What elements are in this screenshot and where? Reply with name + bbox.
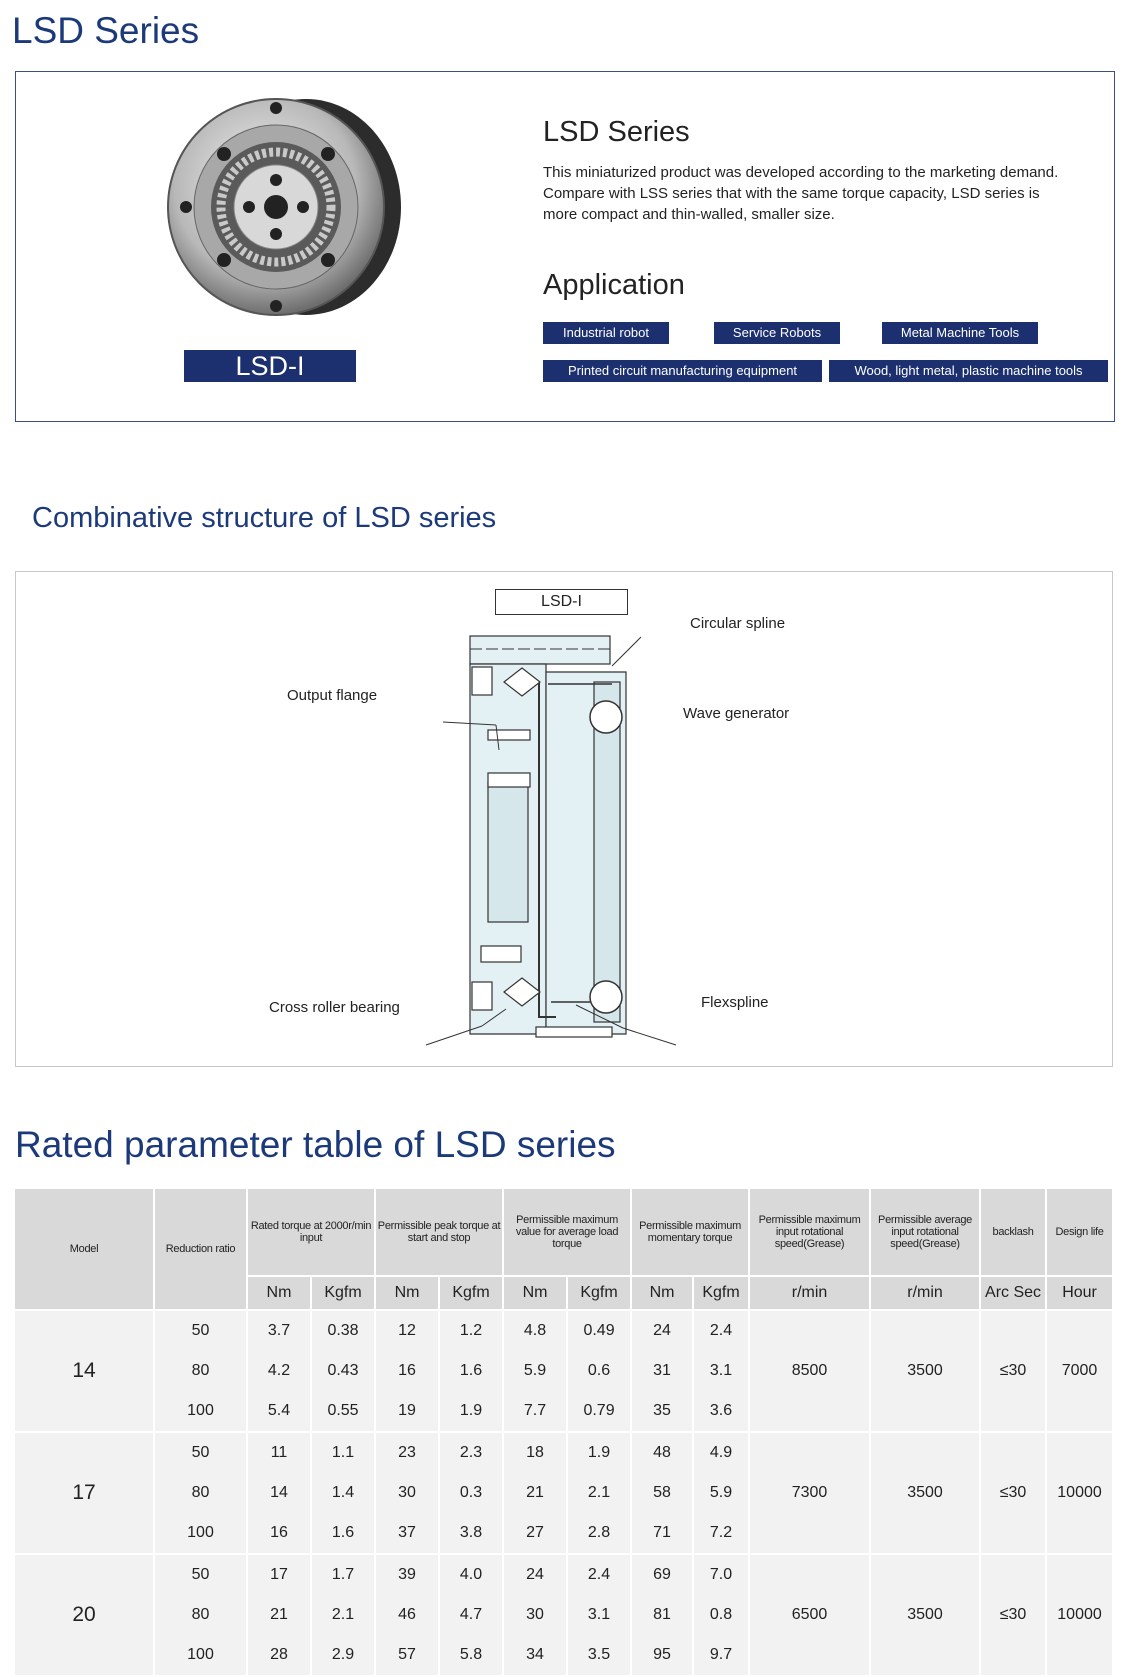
table-cell: 0.38	[311, 1310, 375, 1351]
table-cell: 7.7	[503, 1391, 567, 1432]
table-cell: 5.4	[247, 1391, 311, 1432]
table-cell: 46	[375, 1595, 439, 1635]
table-cell: 8500	[749, 1310, 870, 1432]
header-design-life: Design life	[1046, 1189, 1113, 1276]
table-cell: 20	[15, 1554, 154, 1676]
table-cell: 7300	[749, 1432, 870, 1554]
table-cell: 5.9	[503, 1351, 567, 1391]
label-circular-spline: Circular spline	[690, 615, 786, 632]
model-badge: LSD-I	[184, 350, 356, 382]
table-cell: 28	[247, 1635, 311, 1676]
unit-cell: Kgfm	[311, 1276, 375, 1310]
header-backlash: backlash	[980, 1189, 1046, 1276]
table-row	[15, 1310, 1113, 1351]
table-cell: 4.9	[693, 1432, 749, 1473]
table-cell: 3.5	[567, 1635, 631, 1676]
table-cell: 48	[631, 1432, 693, 1473]
table-cell: 7.2	[693, 1513, 749, 1554]
header-avg-load-torque: Permissible maximum value for average load torque	[503, 1189, 631, 1276]
table-cell: 2.4	[567, 1554, 631, 1595]
product-panel	[15, 71, 1115, 422]
table-cell: 1.7	[311, 1554, 375, 1595]
table-cell: 10000	[1046, 1432, 1113, 1554]
application-tag: Printed circuit manufacturing equipment	[543, 360, 822, 382]
table-cell: 10000	[1046, 1554, 1113, 1676]
table-cell: 14	[15, 1310, 154, 1432]
table-cell: 21	[247, 1595, 311, 1635]
table-cell: 6500	[749, 1554, 870, 1676]
label-flexspline: Flexspline	[701, 994, 769, 1011]
table-cell: 0.79	[567, 1391, 631, 1432]
table-cell: 4.7	[439, 1595, 503, 1635]
table-cell: 71	[631, 1513, 693, 1554]
table-cell: 16	[247, 1513, 311, 1554]
header-ratio: Reduction ratio	[154, 1189, 247, 1310]
table-cell: 7000	[1046, 1310, 1113, 1432]
unit-cell: Hour	[1046, 1276, 1113, 1310]
table-cell: 11	[247, 1432, 311, 1473]
table-row	[15, 1554, 1113, 1595]
table-cell: 27	[503, 1513, 567, 1554]
unit-cell: Kgfm	[567, 1276, 631, 1310]
product-title: LSD Series	[543, 116, 690, 148]
table-cell: 80	[154, 1351, 247, 1391]
application-tag: Metal Machine Tools	[882, 322, 1038, 344]
table-cell: 30	[375, 1473, 439, 1513]
table-cell: 1.4	[311, 1473, 375, 1513]
table-cell: 95	[631, 1635, 693, 1676]
table-cell: 24	[631, 1310, 693, 1351]
label-cross-roller-bearing: Cross roller bearing	[269, 999, 400, 1016]
table-cell: 35	[631, 1391, 693, 1432]
table-cell: 4.2	[247, 1351, 311, 1391]
structure-diagram	[16, 572, 1112, 1066]
table-cell: 4.0	[439, 1554, 503, 1595]
table-cell: 50	[154, 1432, 247, 1473]
table-cell: 3500	[870, 1432, 980, 1554]
table-cell: 3.6	[693, 1391, 749, 1432]
table-cell: 3500	[870, 1310, 980, 1432]
table-cell: 12	[375, 1310, 439, 1351]
structure-diagram-panel	[15, 571, 1113, 1067]
table-cell: 80	[154, 1595, 247, 1635]
unit-cell: r/min	[870, 1276, 980, 1310]
table-cell: 1.9	[567, 1432, 631, 1473]
unit-cell: r/min	[749, 1276, 870, 1310]
table-cell: 31	[631, 1351, 693, 1391]
table-cell: 1.2	[439, 1310, 503, 1351]
table-cell: 24	[503, 1554, 567, 1595]
table-cell: 7.0	[693, 1554, 749, 1595]
table-cell: 1.6	[311, 1513, 375, 1554]
table-cell: 0.8	[693, 1595, 749, 1635]
table-cell: 69	[631, 1554, 693, 1595]
product-description: This miniaturized product was developed according to the marketing demand. Compare with LSS series that with the same torque capacity, LSD series is more compact and thin-walled, smaller size.	[543, 164, 1059, 223]
table-cell: 16	[375, 1351, 439, 1391]
table-cell: 1.6	[439, 1351, 503, 1391]
application-tag: Industrial robot	[543, 322, 669, 344]
parameter-table	[15, 1189, 1114, 1677]
unit-cell: Nm	[503, 1276, 567, 1310]
table-cell: 2.4	[693, 1310, 749, 1351]
table-cell: 2.8	[567, 1513, 631, 1554]
table-cell: ≤30	[980, 1554, 1046, 1676]
table-cell: 1.1	[311, 1432, 375, 1473]
table-cell: 3.7	[247, 1310, 311, 1351]
table-cell: 50	[154, 1554, 247, 1595]
table-cell: 2.1	[311, 1595, 375, 1635]
table-cell: 100	[154, 1635, 247, 1676]
table-cell: 1.9	[439, 1391, 503, 1432]
table-cell: 3.1	[567, 1595, 631, 1635]
unit-cell: Nm	[375, 1276, 439, 1310]
table-cell: 37	[375, 1513, 439, 1554]
table-cell: ≤30	[980, 1432, 1046, 1554]
table-cell: 0.3	[439, 1473, 503, 1513]
table-cell: 3500	[870, 1554, 980, 1676]
table-cell: 57	[375, 1635, 439, 1676]
table-cell: 81	[631, 1595, 693, 1635]
table-cell: 30	[503, 1595, 567, 1635]
table-cell: 5.8	[439, 1635, 503, 1676]
table-cell: 17	[247, 1554, 311, 1595]
header-avg-speed: Permissible average input rotational speed(Grease)	[870, 1189, 980, 1276]
header-momentary-torque: Permissible maximum momentary torque	[631, 1189, 749, 1276]
table-cell: 2.9	[311, 1635, 375, 1676]
table-cell: 58	[631, 1473, 693, 1513]
table-title: Rated parameter table of LSD series	[15, 1124, 616, 1165]
table-cell: 5.9	[693, 1473, 749, 1513]
table-cell: 4.8	[503, 1310, 567, 1351]
application-title: Application	[543, 269, 685, 301]
application-tag: Service Robots	[714, 322, 840, 344]
table-cell: 0.49	[567, 1310, 631, 1351]
table-cell: 14	[247, 1473, 311, 1513]
product-image	[166, 92, 406, 332]
table-cell: 50	[154, 1310, 247, 1351]
table-cell: 23	[375, 1432, 439, 1473]
table-cell: 100	[154, 1391, 247, 1432]
label-output-flange: Output flange	[287, 687, 378, 704]
table-cell: 18	[503, 1432, 567, 1473]
table-cell: 21	[503, 1473, 567, 1513]
table-cell: 2.3	[439, 1432, 503, 1473]
table-cell: 0.43	[311, 1351, 375, 1391]
table-cell: 0.6	[567, 1351, 631, 1391]
unit-cell: Nm	[247, 1276, 311, 1310]
table-row	[15, 1432, 1113, 1473]
table-cell: 9.7	[693, 1635, 749, 1676]
table-cell: 0.55	[311, 1391, 375, 1432]
unit-cell: Kgfm	[439, 1276, 503, 1310]
table-cell: 80	[154, 1473, 247, 1513]
table-cell: 100	[154, 1513, 247, 1554]
application-tag: Wood, light metal, plastic machine tools	[829, 360, 1108, 382]
header-model: Model	[15, 1189, 154, 1310]
header-rated-torque: Rated torque at 2000r/min input	[247, 1189, 375, 1276]
header-max-speed: Permissible maximum input rotational speed(Grease)	[749, 1189, 870, 1276]
header-peak-torque: Permissible peak torque at start and stop	[375, 1189, 503, 1276]
table-cell: 34	[503, 1635, 567, 1676]
table-cell: 3.8	[439, 1513, 503, 1554]
page-title: LSD Series	[12, 10, 200, 51]
diagram-model-label: LSD-I	[495, 589, 628, 615]
unit-cell: Kgfm	[693, 1276, 749, 1310]
table-cell: 2.1	[567, 1473, 631, 1513]
table-cell: 17	[15, 1432, 154, 1554]
unit-cell: Arc Sec	[980, 1276, 1046, 1310]
unit-cell: Nm	[631, 1276, 693, 1310]
table-cell: 3.1	[693, 1351, 749, 1391]
label-wave-generator: Wave generator	[683, 705, 790, 722]
structure-title: Combinative structure of LSD series	[32, 502, 497, 534]
table-cell: ≤30	[980, 1310, 1046, 1432]
table-cell: 39	[375, 1554, 439, 1595]
table-cell: 19	[375, 1391, 439, 1432]
